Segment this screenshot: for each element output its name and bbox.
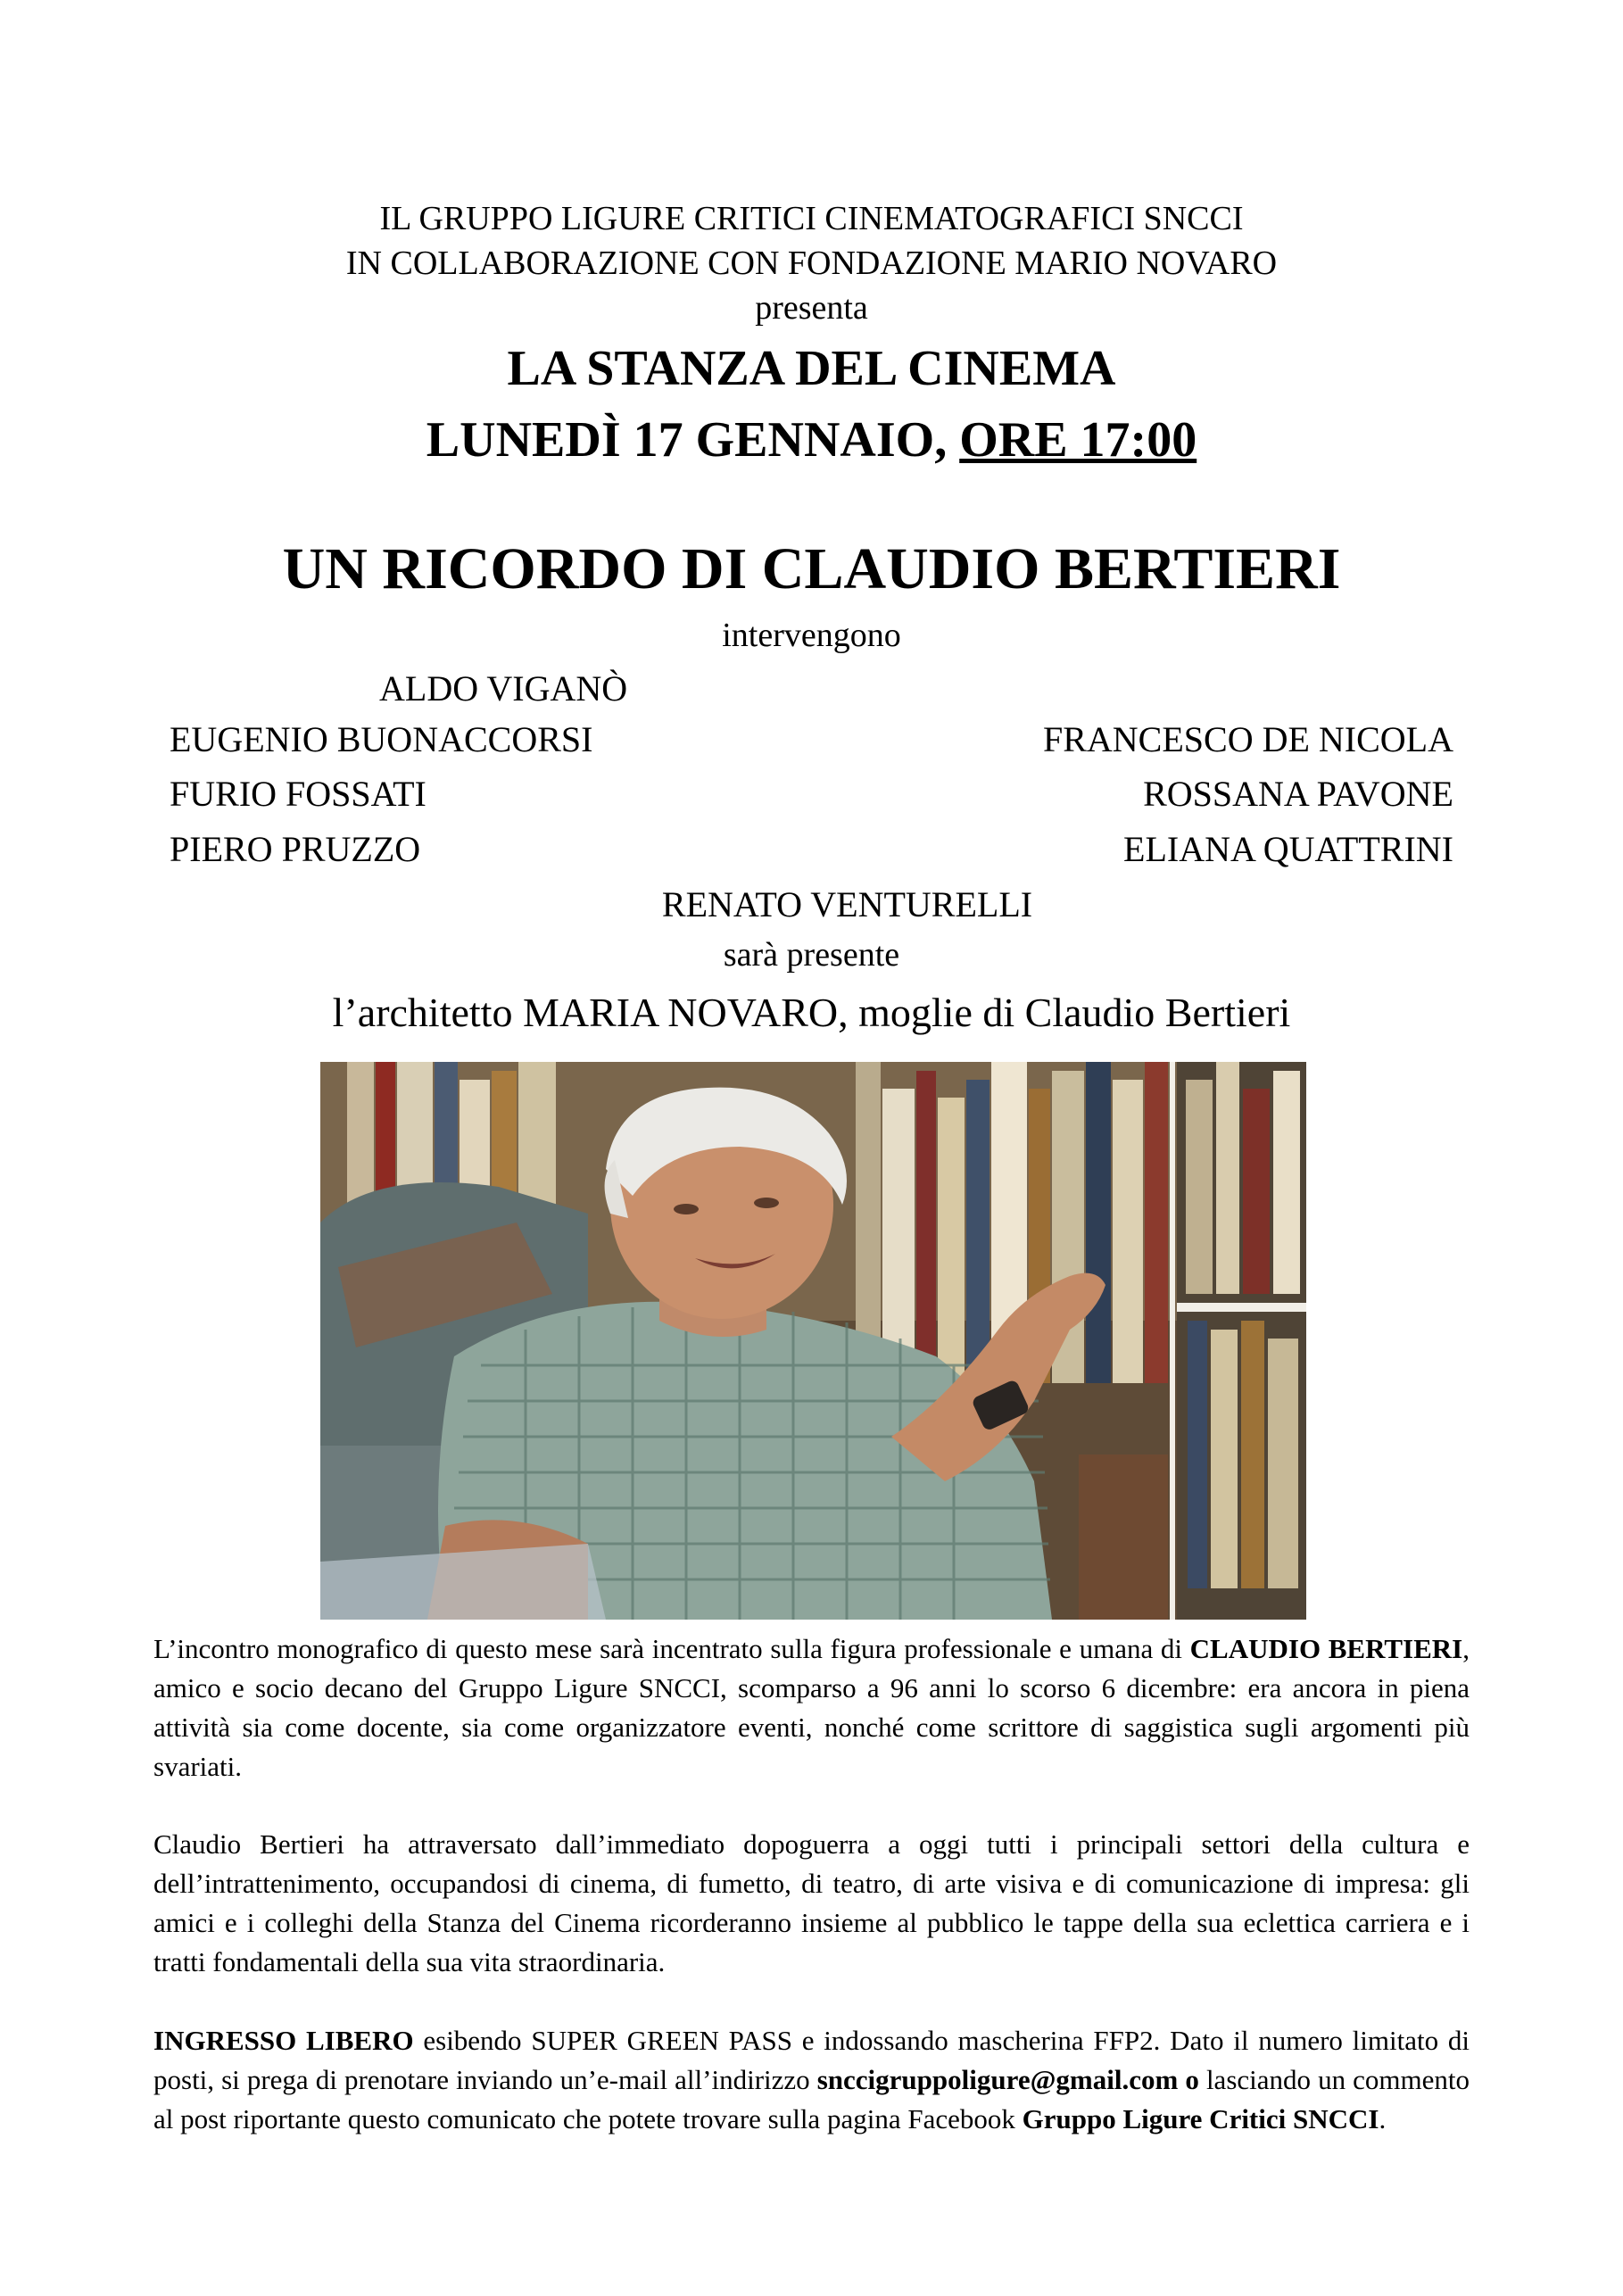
event-date-prefix: LUNEDÌ 17 GENNAIO, [426,412,960,468]
p3-email[interactable]: snccigruppoligure@gmail.com o [816,2064,1199,2095]
p1-bold-name: CLAUDIO BERTIERI [1189,1633,1463,1664]
speaker-right-2: ROSSANA PAVONE [1143,774,1453,814]
speaker-top: ALDO VIGANÒ [379,668,628,709]
event-title: UN RICORDO DI CLAUDIO BERTIERI [282,536,1341,601]
event-date [0,410,1623,469]
paragraph-1 [153,1629,1470,1786]
series-title: LA STANZA DEL CINEMA [507,341,1116,396]
header-line-1: IL GRUPPO LIGURE CRITICI CINEMATOGRAFICI SNCCI [379,200,1244,237]
p3-ingresso-libero: INGRESSO LIBERO [153,2025,414,2056]
p3-text-b: lasciando un commento al post riportante questo comunicato che potete trovare sulla pagina Facebook [153,2064,1470,2134]
p1-text-b: , amico e socio decano del Gruppo Ligure SNCCI, scomparso a 96 anni lo scorso 6 dicembre: era ancora in piena attività sia come docente, sia come organizzatore eventi, nonché come scrittore di saggistica sugli argomenti più svariati. [153,1633,1470,1782]
speaker-right-3: ELIANA QUATTRINI [1123,829,1453,869]
p3-text-a: esibendo SUPER GREEN PASS e indossando mascherina FFP2. Dato il numero limitato di posti, si prega di prenotare inviando un’e-mail all’indirizzo [153,2025,1470,2095]
paragraph-2 [153,1825,1470,1982]
speaker-left-1: EUGENIO BUONACCORSI [170,719,593,759]
paragraph-3 [153,2021,1470,2139]
presence-label: sarà presente [723,936,900,974]
guest-line: l’architetto MARIA NOVARO, moglie di Claudio Bertieri [332,990,1291,1035]
portrait-photo [320,1062,1306,1620]
intervengono-label: intervengono [722,617,901,654]
p3-text-c: . [1379,2103,1387,2134]
speaker-left-3: PIERO PRUZZO [170,829,421,869]
p2-text: Claudio Bertieri ha attraversato dall’immediato dopoguerra a oggi tutti i principali settori della cultura e dell’intrattenimento, occupandosi di cinema, di fumetto, di teatro, di arte visiva e di comunicazione di impresa: gli amici e i colleghi della Stanza del Cinema ricorderanno insieme al pubblico le tappe della sua eclettica carriera e i tratti fondamentali della sua vita straordinaria. [153,1828,1470,1977]
speaker-left-2: FURIO FOSSATI [170,774,426,814]
presenta-label: presenta [755,289,868,327]
p3-facebook-page[interactable]: Gruppo Ligure Critici SNCCI [1022,2103,1379,2134]
speaker-right-1: FRANCESCO DE NICOLA [1042,719,1453,759]
p1-text-a: L’incontro monografico di questo mese sarà incentrato sulla figura professionale e umana di [153,1633,1190,1664]
event-time: ORE 17:00 [959,412,1197,468]
header-line-2: IN COLLABORAZIONE CON FONDAZIONE MARIO NOVARO [345,245,1278,282]
portrait-illustration [320,1062,1306,1620]
speaker-bottom: RENATO VENTURELLI [661,884,1033,924]
